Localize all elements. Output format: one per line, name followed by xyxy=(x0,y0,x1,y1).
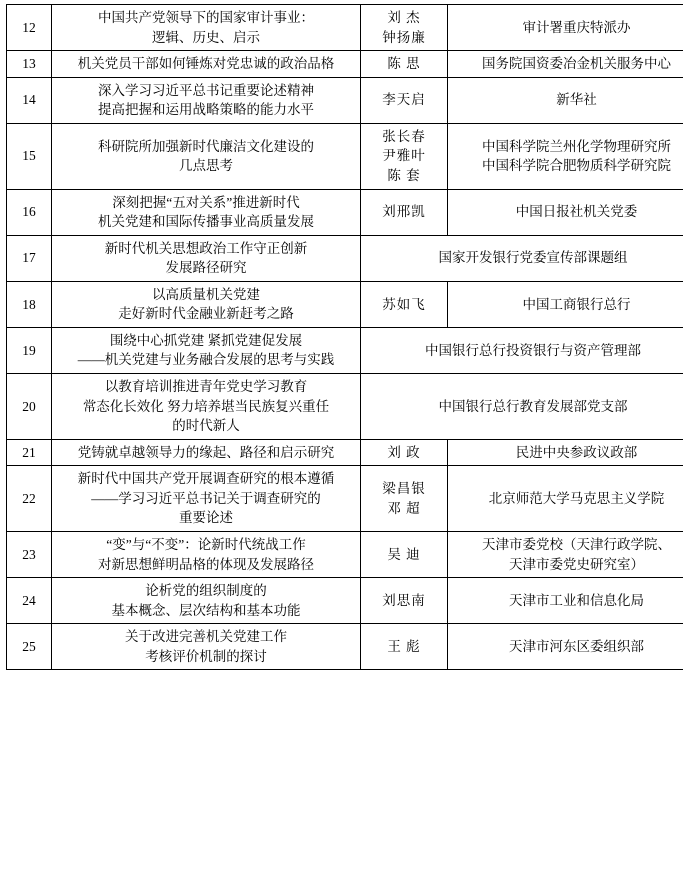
title-line: 对新思想鲜明品格的体现及发展路径 xyxy=(98,556,314,572)
title-line: ——机关党建与业务融合发展的思考与实践 xyxy=(77,352,335,368)
row-unit xyxy=(448,624,683,670)
unit-line: 中国银行总行教育发展部党支部 xyxy=(438,398,628,414)
title-line: 机关党员干部如何锤炼对党忠诚的政治品格 xyxy=(77,56,335,72)
title-line: 常态化长效化 努力培养堪当民族复兴重任 xyxy=(82,398,330,414)
table-row xyxy=(7,51,683,78)
row-title xyxy=(52,466,361,532)
author-line: 刘思南 xyxy=(382,592,426,608)
row-unit xyxy=(448,578,683,624)
author-line: 刘邢凯 xyxy=(382,204,426,220)
row-unit xyxy=(448,189,683,235)
title-line: 走好新时代金融业新赶考之路 xyxy=(118,306,294,322)
unit-line: 北京师范大学马克思主义学院 xyxy=(488,490,665,506)
title-line: 论析党的组织制度的 xyxy=(145,583,267,599)
title-line: “变”与“不变”：论新时代统战工作 xyxy=(106,536,306,552)
row-author xyxy=(361,123,448,189)
table-row xyxy=(7,374,683,440)
table-row xyxy=(7,235,683,281)
row-title xyxy=(52,235,361,281)
row-author xyxy=(361,531,448,577)
row-author xyxy=(361,439,448,466)
row-unit xyxy=(448,281,683,327)
row-index: 15 xyxy=(7,123,52,189)
row-author xyxy=(361,51,448,78)
unit-line: 审计署重庆特派办 xyxy=(522,19,631,35)
row-unit xyxy=(448,5,683,51)
title-line: 中国共产党领导下的国家审计事业： xyxy=(98,10,314,25)
unit-line: 国家开发银行党委宣传部课题组 xyxy=(438,250,628,266)
table-row xyxy=(7,327,683,373)
title-line: 深刻把握“五对关系”推进新时代 xyxy=(112,194,300,210)
row-index: 19 xyxy=(7,327,52,373)
row-index: 12 xyxy=(7,5,52,51)
title-line: 围绕中心抓党建 紧抓党建促发展 xyxy=(109,332,303,348)
table-row xyxy=(7,466,683,532)
author-line: 梁昌银 xyxy=(382,481,426,497)
title-line: 机关党建和国际传播事业高质量发展 xyxy=(98,214,314,230)
table-row xyxy=(7,439,683,466)
unit-line: 中国银行总行投资银行与资产管理部 xyxy=(425,342,641,358)
author-line: 王 彪 xyxy=(387,638,421,654)
title-line: 深入学习习近平总书记重要论述精神 xyxy=(98,82,314,98)
row-author xyxy=(361,624,448,670)
unit-line: 天津市委党史研究室） xyxy=(509,556,644,572)
row-title xyxy=(52,327,361,373)
unit-line: 新华社 xyxy=(556,92,597,108)
unit-line: 天津市委党校（天津行政学院、 xyxy=(482,536,671,552)
row-index: 22 xyxy=(7,466,52,532)
row-author xyxy=(361,5,448,51)
table-row xyxy=(7,123,683,189)
row-author xyxy=(361,578,448,624)
award-list-table xyxy=(6,4,683,670)
row-title xyxy=(52,374,361,440)
table-row xyxy=(7,77,683,123)
author-line: 尹雅叶 xyxy=(382,148,426,164)
row-index: 24 xyxy=(7,578,52,624)
row-unit xyxy=(448,466,683,532)
author-line: 钟扬廉 xyxy=(382,29,426,45)
row-index: 14 xyxy=(7,77,52,123)
title-line: 逻辑、历史、启示 xyxy=(152,29,260,45)
row-index: 13 xyxy=(7,51,52,78)
row-index: 21 xyxy=(7,439,52,466)
author-line: 刘 杰 xyxy=(387,10,421,25)
author-line: 刘 政 xyxy=(387,444,421,460)
row-unit xyxy=(448,51,683,78)
title-line: 党铸就卓越领导力的缘起、路径和启示研究 xyxy=(77,444,335,460)
row-author xyxy=(361,77,448,123)
author-line: 陈 思 xyxy=(387,56,421,72)
title-line: 新时代机关思想政治工作守正创新 xyxy=(104,240,308,256)
row-unit xyxy=(361,327,683,373)
row-unit xyxy=(448,123,683,189)
row-index: 18 xyxy=(7,281,52,327)
table-row xyxy=(7,281,683,327)
title-line: 基本概念、层次结构和基本功能 xyxy=(111,602,301,618)
row-title xyxy=(52,123,361,189)
row-index: 20 xyxy=(7,374,52,440)
author-line: 陈 套 xyxy=(387,167,421,183)
unit-line: 中国日报社机关党委 xyxy=(515,204,638,220)
author-line: 邓 超 xyxy=(387,500,421,516)
table-row xyxy=(7,578,683,624)
row-index: 25 xyxy=(7,624,52,670)
title-line: ——学习习近平总书记关于调查研究的 xyxy=(91,490,321,506)
title-line: 考核评价机制的探讨 xyxy=(145,648,267,664)
row-title xyxy=(52,77,361,123)
row-index: 17 xyxy=(7,235,52,281)
title-line: 的时代新人 xyxy=(172,418,240,434)
row-unit xyxy=(361,235,683,281)
row-title xyxy=(52,439,361,466)
table-row xyxy=(7,531,683,577)
row-index: 16 xyxy=(7,189,52,235)
author-line: 吴 迪 xyxy=(387,546,421,562)
title-line: 新时代中国共产党开展调查研究的根本遵循 xyxy=(77,471,335,487)
row-title xyxy=(52,189,361,235)
row-unit xyxy=(448,77,683,123)
author-line: 李天启 xyxy=(382,92,426,108)
title-line: 提高把握和运用战略策略的能力水平 xyxy=(98,102,314,118)
author-line: 苏如飞 xyxy=(382,296,426,312)
row-author xyxy=(361,466,448,532)
row-title xyxy=(52,624,361,670)
row-unit xyxy=(448,531,683,577)
row-title xyxy=(52,5,361,51)
table-row xyxy=(7,5,683,51)
unit-line: 民进中央参政议政部 xyxy=(515,444,638,460)
unit-line: 天津市河东区委组织部 xyxy=(509,638,644,654)
title-line: 关于改进完善机关党建工作 xyxy=(125,629,287,645)
title-line: 重要论述 xyxy=(179,510,233,526)
table-row xyxy=(7,624,683,670)
title-line: 几点思考 xyxy=(179,158,233,174)
row-unit xyxy=(361,374,683,440)
unit-line: 国务院国资委冶金机关服务中心 xyxy=(482,56,671,72)
row-title xyxy=(52,51,361,78)
table-body xyxy=(7,5,683,670)
row-index: 23 xyxy=(7,531,52,577)
author-line: 张长春 xyxy=(382,128,426,144)
unit-line: 中国科学院合肥物质科学研究院 xyxy=(482,158,671,174)
row-title xyxy=(52,531,361,577)
row-author xyxy=(361,281,448,327)
row-title xyxy=(52,281,361,327)
title-line: 科研院所加强新时代廉洁文化建设的 xyxy=(98,138,314,154)
title-line: 发展路径研究 xyxy=(165,260,247,276)
row-unit xyxy=(448,439,683,466)
unit-line: 天津市工业和信息化局 xyxy=(509,592,644,608)
row-author xyxy=(361,189,448,235)
table-row xyxy=(7,189,683,235)
title-line: 以教育培训推进青年党史学习教育 xyxy=(104,379,308,394)
title-line: 以高质量机关党建 xyxy=(152,286,260,302)
unit-line: 中国工商银行总行 xyxy=(522,296,631,312)
unit-line: 中国科学院兰州化学物理研究所 xyxy=(482,138,671,154)
row-title xyxy=(52,578,361,624)
